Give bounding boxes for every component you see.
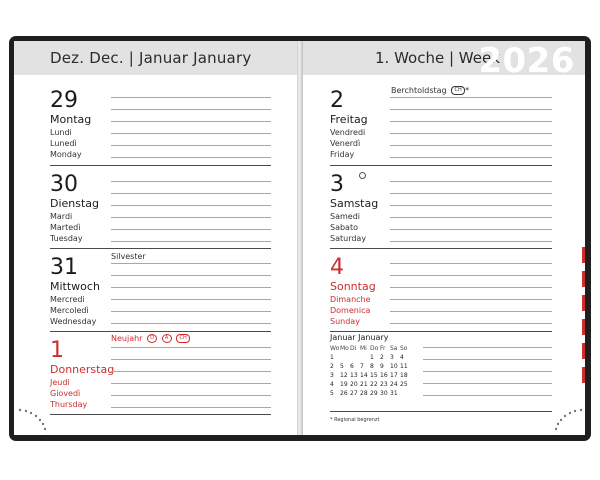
writing-line xyxy=(111,205,271,206)
writing-line xyxy=(423,359,552,360)
calendar-cell: 20 xyxy=(350,381,358,388)
writing-line xyxy=(111,157,271,158)
calendar-cell: 5 xyxy=(330,390,334,397)
writing-line xyxy=(111,287,271,288)
calendar-cell xyxy=(360,353,370,362)
left-page xyxy=(14,41,297,435)
writing-line xyxy=(111,121,271,122)
region-badge: CH xyxy=(451,86,465,95)
region-badge: D xyxy=(147,334,157,343)
day-translation: Domenica xyxy=(330,306,371,315)
writing-line xyxy=(111,263,271,264)
writing-line xyxy=(111,359,271,360)
calendar-cell: 31 xyxy=(390,390,398,397)
month-tab-marker[interactable] xyxy=(582,367,585,383)
month-tab-marker[interactable] xyxy=(582,247,585,263)
writing-line xyxy=(111,371,271,372)
writing-line xyxy=(390,263,552,264)
calendar-cell: 24 xyxy=(390,381,398,388)
calendar-cell: 5 xyxy=(340,363,344,370)
day-weekday: Freitag xyxy=(330,113,368,126)
calendar-cell: 3 xyxy=(390,354,394,361)
holiday-note xyxy=(391,86,469,95)
day-separator xyxy=(50,331,271,332)
calendar-cell: 18 xyxy=(400,372,408,379)
calendar-cell: 4 xyxy=(330,381,334,388)
calendar-cell: 28 xyxy=(360,390,368,397)
calendar-cell: 14 xyxy=(360,372,368,379)
day-number: 31 xyxy=(50,255,78,280)
regional-footnote-mark: * xyxy=(465,86,470,95)
writing-line xyxy=(390,121,552,122)
weekday-header: Mi xyxy=(360,345,367,352)
region-badge: CH xyxy=(176,334,190,343)
calendar-cell: 25 xyxy=(400,381,408,388)
day-separator xyxy=(330,331,552,332)
day-translation: Vendredi xyxy=(330,128,366,137)
mini-calendar-weekdays xyxy=(330,344,410,353)
holiday-name: Neujahr xyxy=(111,334,143,343)
writing-line xyxy=(390,205,552,206)
calendar-cell: 1 xyxy=(370,354,374,361)
writing-line xyxy=(390,157,552,158)
calendar-cell: 15 xyxy=(370,372,378,379)
calendar-cell: 13 xyxy=(350,372,358,379)
calendar-cell: 23 xyxy=(380,381,388,388)
writing-line xyxy=(390,323,552,324)
writing-line xyxy=(111,133,271,134)
year-label: 2026 xyxy=(478,41,575,81)
mini-calendar-week xyxy=(330,380,410,389)
writing-line xyxy=(390,299,552,300)
perforation-dots-icon xyxy=(14,407,54,433)
day-translation: Thursday xyxy=(50,400,88,409)
calendar-cell: 26 xyxy=(340,390,348,397)
day-translation: Tuesday xyxy=(50,234,83,243)
calendar-cell: 21 xyxy=(360,381,368,388)
day-translation: Sunday xyxy=(330,317,360,326)
writing-line xyxy=(111,109,271,110)
day-translation: Monday xyxy=(50,150,82,159)
writing-line xyxy=(111,407,271,408)
calendar-cell: 30 xyxy=(380,390,388,397)
writing-line xyxy=(111,323,271,324)
day-translation: Lunedì xyxy=(50,139,77,148)
day-weekday: Sonntag xyxy=(330,280,376,293)
day-translation: Samedi xyxy=(330,212,360,221)
day-number: 3 xyxy=(330,172,344,197)
day-number: 2 xyxy=(330,88,344,113)
weekday-header: Do xyxy=(370,345,379,352)
mini-calendar-week xyxy=(330,389,410,398)
mini-calendar-title: Januar January xyxy=(330,333,389,342)
calendar-cell: 19 xyxy=(340,381,348,388)
day-translation: Saturday xyxy=(330,234,367,243)
calendar-cell: 6 xyxy=(350,363,354,370)
perforation-dots-icon xyxy=(547,407,585,433)
day-weekday: Mittwoch xyxy=(50,280,100,293)
weekday-header: Mo xyxy=(340,345,349,352)
writing-line xyxy=(111,275,271,276)
day-translation: Jeudi xyxy=(50,378,70,387)
writing-line xyxy=(111,395,271,396)
month-tab-marker[interactable] xyxy=(582,319,585,335)
month-tab-marker[interactable] xyxy=(582,343,585,359)
day-translation: Mercredi xyxy=(50,295,85,304)
calendar-cell: 17 xyxy=(390,372,398,379)
mini-calendar-week xyxy=(330,371,410,380)
mini-calendar-grid xyxy=(330,344,410,398)
day-separator xyxy=(330,165,552,166)
day-translation: Wednesday xyxy=(50,317,97,326)
day-weekday: Montag xyxy=(50,113,92,126)
day-separator xyxy=(50,165,271,166)
day-translation: Sabato xyxy=(330,223,358,232)
writing-line xyxy=(111,241,271,242)
writing-line xyxy=(390,241,552,242)
writing-line xyxy=(423,347,552,348)
day-weekday: Samstag xyxy=(330,197,379,210)
writing-line xyxy=(423,371,552,372)
writing-line xyxy=(390,229,552,230)
mini-calendar-week xyxy=(330,362,410,371)
month-tab-marker[interactable] xyxy=(582,271,585,287)
day-note: Silvester xyxy=(111,252,146,261)
calendar-cell: 3 xyxy=(330,372,334,379)
writing-line xyxy=(111,383,271,384)
writing-line xyxy=(111,299,271,300)
calendar-cell: 29 xyxy=(370,390,378,397)
day-translation: Martedì xyxy=(50,223,81,232)
moon-phase-icon xyxy=(359,172,366,179)
calendar-cell: 12 xyxy=(340,372,348,379)
day-separator xyxy=(330,411,552,412)
writing-line xyxy=(111,229,271,230)
day-translation: Mercoledì xyxy=(50,306,89,315)
writing-line xyxy=(390,311,552,312)
weekday-header: Wo xyxy=(330,345,340,352)
writing-line xyxy=(111,347,271,348)
writing-line xyxy=(111,145,271,146)
writing-line xyxy=(390,217,552,218)
day-translation: Venerdì xyxy=(330,139,361,148)
mini-calendar-week xyxy=(330,353,410,362)
writing-line xyxy=(390,133,552,134)
region-badge: A xyxy=(162,334,172,343)
weekday-header: Sa xyxy=(390,345,398,352)
right-page xyxy=(303,41,585,435)
weekday-header: Fr xyxy=(380,345,386,352)
writing-line xyxy=(390,193,552,194)
day-number: 4 xyxy=(330,255,344,280)
calendar-cell: 2 xyxy=(380,354,384,361)
calendar-cell: 9 xyxy=(380,363,384,370)
writing-line xyxy=(111,193,271,194)
writing-line xyxy=(390,275,552,276)
right-page-header xyxy=(303,41,585,81)
writing-line xyxy=(111,311,271,312)
day-weekday: Donnerstag xyxy=(50,363,115,376)
day-separator xyxy=(50,414,271,415)
calendar-cell: 8 xyxy=(370,363,374,370)
writing-line xyxy=(390,181,552,182)
regional-footnote: * Regional begrenzt xyxy=(330,417,380,423)
calendar-cell: 7 xyxy=(360,363,364,370)
writing-line xyxy=(423,395,552,396)
writing-line xyxy=(390,145,552,146)
calendar-cell xyxy=(400,389,410,398)
calendar-cell: 11 xyxy=(400,363,408,370)
left-page-header xyxy=(14,41,297,75)
day-number: 1 xyxy=(50,338,64,363)
holiday-name: Berchtoldstag xyxy=(391,86,447,95)
writing-line xyxy=(111,181,271,182)
day-separator xyxy=(330,248,552,249)
calendar-cell: 22 xyxy=(370,381,378,388)
calendar-cell: 2 xyxy=(330,363,334,370)
right-page-header-text: 1. Woche | Week xyxy=(375,49,500,67)
writing-line xyxy=(390,97,552,98)
month-tab-marker[interactable] xyxy=(582,295,585,311)
day-number: 30 xyxy=(50,172,78,197)
calendar-cell xyxy=(350,353,360,362)
writing-line xyxy=(111,97,271,98)
day-translation: Friday xyxy=(330,150,355,159)
left-page-header-text: Dez. Dec. | Januar January xyxy=(50,49,252,67)
calendar-cell: 4 xyxy=(400,354,404,361)
calendar-cell: 10 xyxy=(390,363,398,370)
calendar-cell: 1 xyxy=(330,354,334,361)
writing-line xyxy=(390,287,552,288)
mini-calendar xyxy=(330,333,420,398)
day-translation: Giovedì xyxy=(50,389,81,398)
day-number: 29 xyxy=(50,88,78,113)
day-translation: Dimanche xyxy=(330,295,371,304)
weekday-header: So xyxy=(400,345,408,352)
day-translation: Lundi xyxy=(50,128,72,137)
writing-line xyxy=(423,383,552,384)
day-translation: Mardi xyxy=(50,212,73,221)
holiday-note xyxy=(111,334,190,343)
day-separator xyxy=(50,248,271,249)
day-weekday: Dienstag xyxy=(50,197,100,210)
writing-line xyxy=(111,217,271,218)
calendar-cell: 27 xyxy=(350,390,358,397)
calendar-cell: 16 xyxy=(380,372,388,379)
weekday-header: Di xyxy=(350,345,357,352)
calendar-cell xyxy=(340,353,350,362)
writing-line xyxy=(390,109,552,110)
